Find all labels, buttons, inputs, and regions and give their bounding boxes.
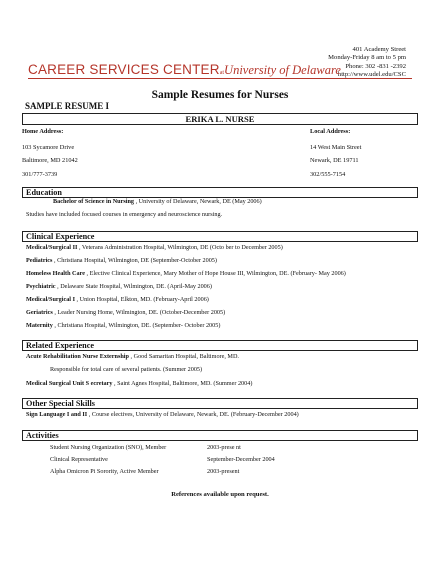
activity-name: Clinical Representative	[50, 456, 108, 463]
clinical-item	[26, 270, 346, 278]
related-job-1-note: Responsible for total care of several patients. (Summer 2005)	[50, 366, 203, 373]
references-note: References available upon request.	[171, 491, 269, 498]
contact-url[interactable]: http://www.udel.edu/CSC	[337, 70, 406, 78]
related-job-2	[26, 380, 252, 388]
clinical-item-detail: , Christiana Hospital, Wilmington, DE (September-October 2005)	[52, 257, 217, 264]
clinical-item	[26, 309, 225, 317]
page-title: Sample Resumes for Nurses	[151, 89, 289, 101]
related-job-1-detail: , Good Samaritan Hospital, Baltimore, MD.	[128, 353, 239, 360]
clinical-item-title: Homeless Health Care	[26, 270, 85, 277]
education-degree-title: Bachelor of Science in Nursing	[53, 198, 135, 205]
skills-item-detail: , Course electives, University of Delaware, Newark, DE. (February-December 2004)	[87, 411, 299, 418]
contact-phone: Phone: 302 -831 -2392	[345, 62, 406, 70]
related-job-2-title-cont: ecretary	[90, 380, 113, 387]
activity-dates: September-December 2004	[207, 456, 275, 463]
clinical-item-title: Psychiatric	[26, 283, 56, 290]
clinical-item-title: Pediatrics	[26, 257, 53, 264]
clinical-item-detail: , Veterans Administration Hospital, Wilmington, DE (Octo ber to December 2005)	[77, 244, 283, 251]
related-job-2-title: Medical Surgical Unit S	[26, 380, 90, 387]
brand-name: CAREER SERVICES CENTER	[28, 62, 220, 77]
activity-dates: 2003-prese nt	[207, 444, 241, 451]
clinical-item-detail: , Christiana Hospital, Wilmington, DE. (September- October 2005)	[52, 322, 221, 329]
clinical-item	[26, 322, 220, 330]
clinical-item-detail: , Delaware State Hospital, Wilmington, DE. (April-May 2006)	[55, 283, 212, 290]
candidate-name: ERIKA L. NURSE	[22, 113, 418, 125]
section-skills: Other Special Skills	[22, 398, 418, 409]
brand-university: University of Delaware	[224, 63, 341, 77]
local-address-heading: Local Address:	[310, 128, 351, 135]
local-address-city: Newark, DE 19711	[310, 157, 359, 164]
local-address-phone: 302/555-7154	[310, 171, 346, 178]
brand-divider	[28, 78, 412, 79]
activity-dates: 2003-present	[207, 468, 240, 475]
clinical-item-detail: , Elective Clinical Experience, Mary Mother of Hope House III, Wilmington, DE. (February- May 2006)	[85, 270, 346, 277]
clinical-item	[26, 257, 217, 265]
activity-name: Student Nursing Organization (SNO), Member	[50, 444, 167, 451]
home-address-city: Baltimore, MD 21042	[22, 157, 78, 164]
skills-item-title: Sign Language I and II	[26, 411, 88, 418]
clinical-item	[26, 296, 209, 304]
clinical-item	[26, 283, 212, 291]
home-address-street: 103 Sycamore Drive	[22, 144, 75, 151]
related-job-2-detail: , Saint Agnes Hospital, Baltimore, MD. (Summer 2004)	[112, 380, 253, 387]
home-address-heading: Home Address:	[22, 128, 64, 135]
brand-at: at	[219, 70, 225, 76]
section-education: Education	[22, 187, 418, 198]
related-job-1	[26, 353, 239, 361]
local-address-street: 14 West Main Street	[310, 144, 362, 151]
section-activities: Activities	[22, 430, 418, 441]
clinical-item-title: Medical/Surgical II	[26, 244, 78, 251]
education-note: Studies have included focused courses in emergency and neuroscience nursing.	[26, 211, 223, 218]
skills-item	[26, 411, 299, 419]
clinical-item	[26, 244, 283, 252]
clinical-item-detail: , Union Hospital, Elkton, MD. (February-April 2006)	[74, 296, 209, 303]
page-subtitle: SAMPLE RESUME I	[25, 101, 110, 111]
clinical-item-title: Geriatrics	[26, 309, 53, 316]
education-degree	[53, 198, 262, 206]
activity-name: Alpha Omicron Pi Sorority, Active Member	[50, 468, 159, 475]
contact-street: 401 Academy Street	[352, 46, 406, 53]
clinical-item-detail: , Leader Nursing Home, Wilmington, DE. (October-December 2005)	[52, 309, 226, 316]
clinical-item-title: Maternity	[26, 322, 53, 329]
clinical-item-title: Medical/Surgical I	[26, 296, 75, 303]
related-job-1-title: Acute Rehabilitation Nurse Externship	[26, 353, 129, 360]
contact-hours: Monday-Friday 8 am to 5 pm	[328, 54, 406, 62]
section-clinical: Clinical Experience	[22, 231, 418, 242]
education-degree-detail: , University of Delaware, Newark, DE (May 2006)	[134, 198, 262, 205]
home-address-phone: 301/777-3739	[22, 171, 58, 178]
section-related: Related Experience	[22, 340, 418, 351]
